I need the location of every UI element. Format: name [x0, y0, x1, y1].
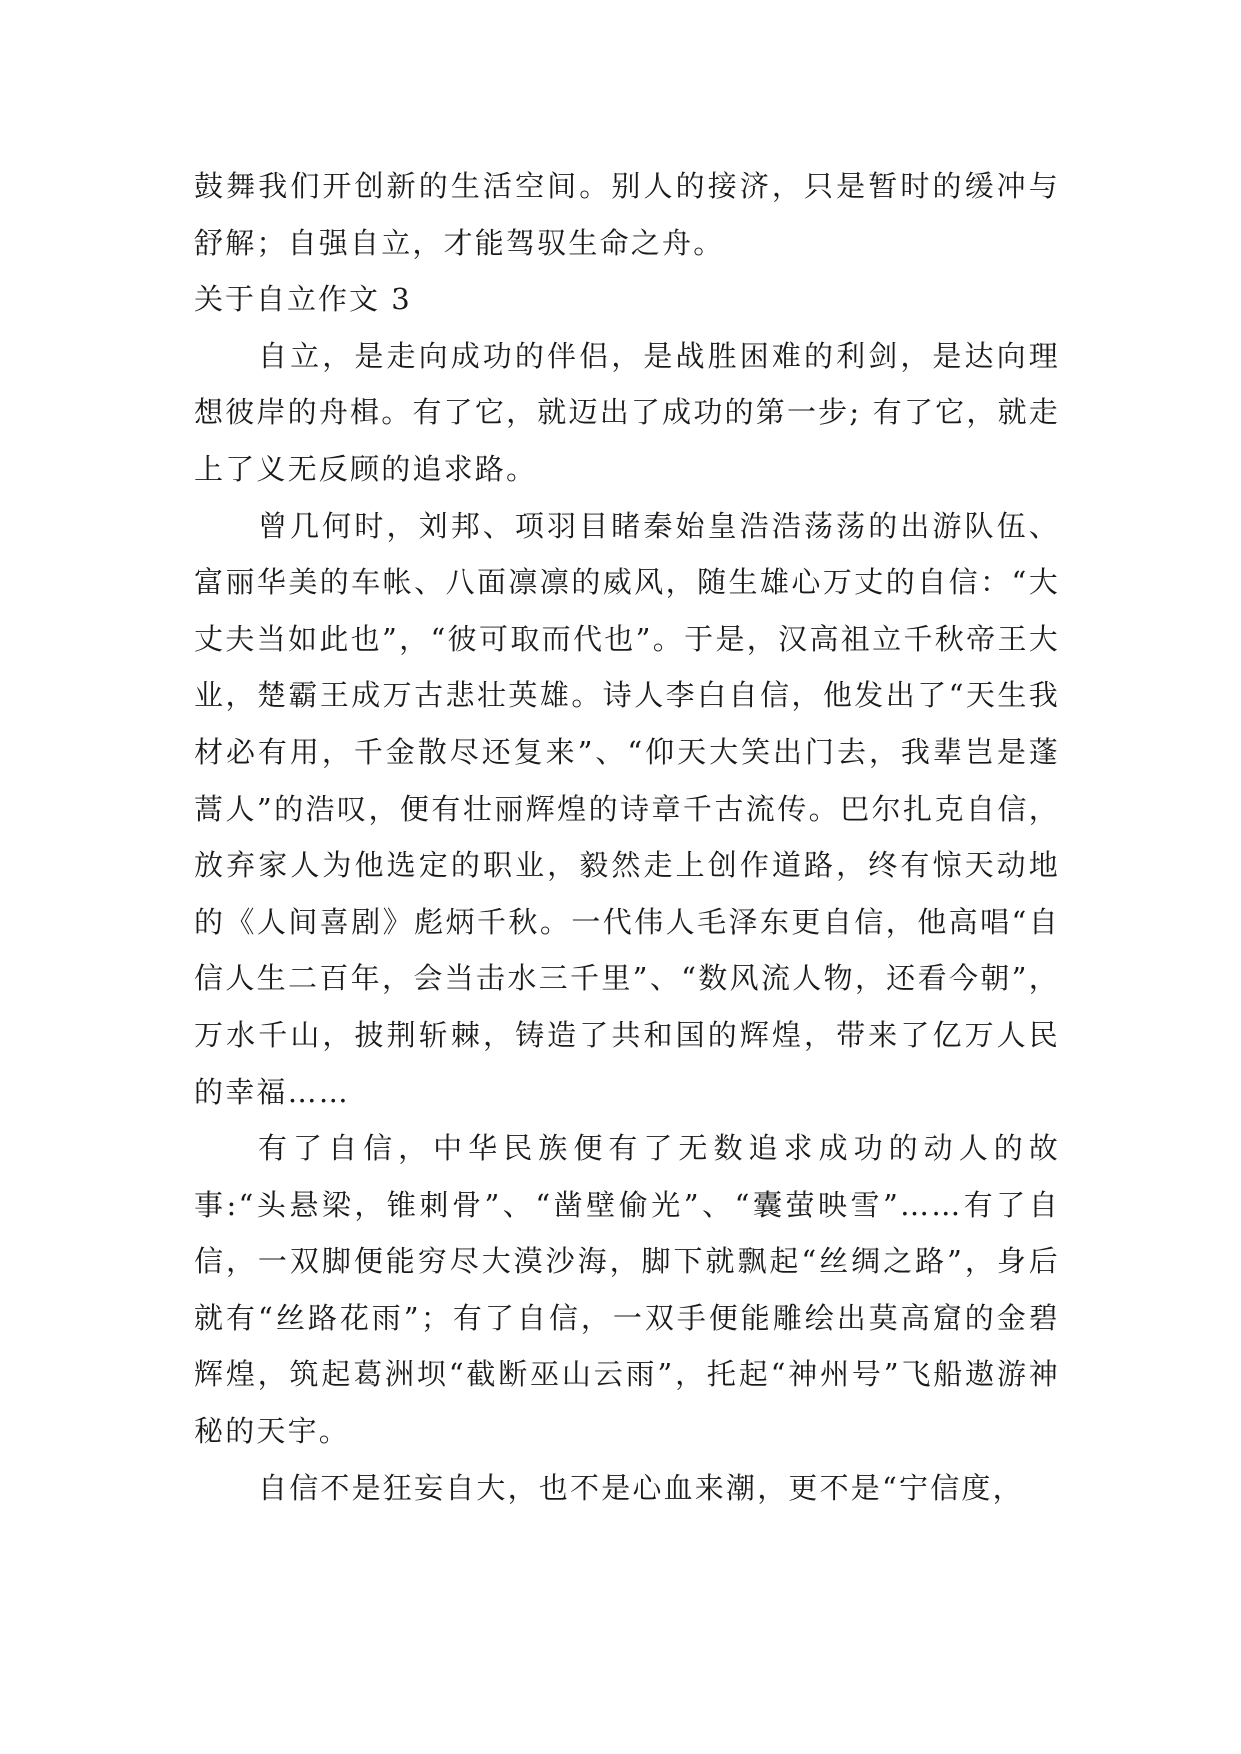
document-body: [194, 158, 1060, 1516]
paragraph-1: 自立，是走向成功的伴侣，是战胜困难的利剑，是达向理想彼岸的舟楫。有了它，就迈出了成功的第一步; 有了它，就走上了义无反顾的追求路。: [194, 338, 1060, 486]
paragraph-4: 自信不是狂妄自大，也不是心血来潮，更不是“宁信度，: [258, 1470, 1024, 1505]
section-title: 关于自立作文 3: [194, 282, 412, 317]
intro-paragraph: 鼓舞我们开创新的生活空间。别人的接济，只是暂时的缓冲与舒解；自强自立，才能驾驭生命之舟。: [194, 169, 1060, 260]
paragraph-3: 有了自信，中华民族便有了无数追求成功的动人的故事:“头悬梁，锥刺骨”、“凿壁偷光”、“囊萤映雪”……有了自信，一双脚便能穷尽大漠沙海，脚下就飘起“丝绸之路”，身后就有“丝路花雨”；有了自信，一双手便能雕绘出莫高窟的金碧辉煌，筑起葛洲坝“截断巫山云雨”，托起“神州号”飞船遨游神秘的天宇。: [194, 1131, 1060, 1449]
paragraph-2: 曾几何时，刘邦、项羽目睹秦始皇浩浩荡荡的出游队伍、富丽华美的车帐、八面凛凛的威风，随生雄心万丈的自信：“大丈夫当如此也”，“彼可取而代也”。于是，汉高祖立千秋帝王大业，楚霸王成万古悲壮英雄。诗人李白自信，他发出了“天生我材必有用，千金散尽还复来”、“仰天大笑出门去，我辈岂是蓬蒿人”的浩叹，便有壮丽辉煌的诗章千古流传。巴尔扎克自信，放弃家人为他选定的职业，毅然走上创作道路，终有惊天动地的《人间喜剧》彪炳千秋。一代伟人毛泽东更自信，他高唱“自信人生二百年，会当击水三千里”、“数风流人物，还看今朝”，万水千山，披荆斩棘，铸造了共和国的辉煌，带来了亿万人民的幸福……: [194, 508, 1060, 1109]
